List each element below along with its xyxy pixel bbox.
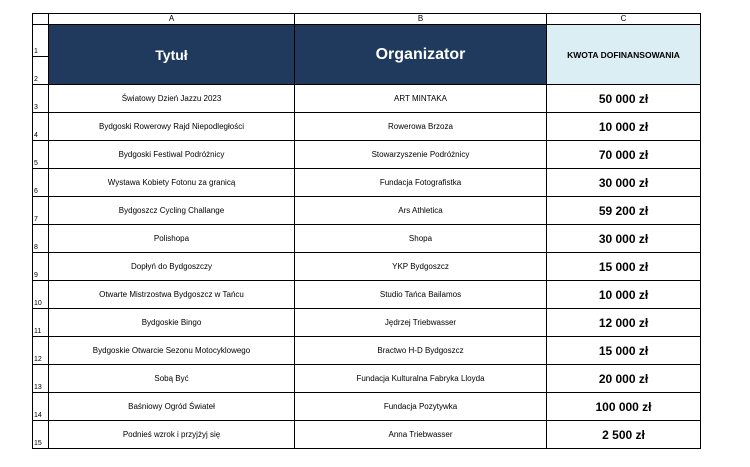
table-row bbox=[33, 393, 701, 421]
amount-cell[interactable]: 10 000 zł bbox=[547, 281, 701, 309]
organizer-cell[interactable]: ART MINTAKA bbox=[295, 85, 547, 113]
amount-cell[interactable]: 10 000 zł bbox=[547, 113, 701, 141]
row-number[interactable]: 3 bbox=[33, 85, 49, 113]
amount-cell[interactable]: 15 000 zł bbox=[547, 337, 701, 365]
title-cell[interactable]: Bydgoskie Otwarcie Sezonu Motocyklowego bbox=[49, 337, 295, 365]
table-row bbox=[33, 253, 701, 281]
table-row bbox=[33, 141, 701, 169]
amount-cell[interactable]: 12 000 zł bbox=[547, 309, 701, 337]
funding-table bbox=[32, 13, 701, 449]
row-number[interactable]: 6 bbox=[33, 169, 49, 197]
row-number[interactable]: 11 bbox=[33, 309, 49, 337]
title-cell[interactable]: Dopłyń do Bydgoszczy bbox=[49, 253, 295, 281]
title-cell[interactable]: Podnieś wzrok i przyjżyj się bbox=[49, 421, 295, 449]
organizer-cell[interactable]: YKP Bydgoszcz bbox=[295, 253, 547, 281]
title-cell[interactable]: Sobą Być bbox=[49, 365, 295, 393]
amount-cell[interactable]: 100 000 zł bbox=[547, 393, 701, 421]
row-number[interactable]: 2 bbox=[33, 57, 49, 85]
amount-cell[interactable]: 50 000 zł bbox=[547, 85, 701, 113]
organizer-cell[interactable]: Stowarzyszenie Podróżnicy bbox=[295, 141, 547, 169]
row-number[interactable]: 15 bbox=[33, 421, 49, 449]
amount-cell[interactable]: 30 000 zł bbox=[547, 225, 701, 253]
table-row bbox=[33, 225, 701, 253]
header-row bbox=[33, 25, 701, 57]
row-number[interactable]: 9 bbox=[33, 253, 49, 281]
title-cell[interactable]: Baśniowy Ogród Świateł bbox=[49, 393, 295, 421]
title-cell[interactable]: Otwarte Mistrzostwa Bydgoszcz w Tańcu bbox=[49, 281, 295, 309]
table-row bbox=[33, 281, 701, 309]
amount-cell[interactable]: 20 000 zł bbox=[547, 365, 701, 393]
organizer-cell[interactable]: Fundacja Fotografistka bbox=[295, 169, 547, 197]
amount-cell[interactable]: 70 000 zł bbox=[547, 141, 701, 169]
organizer-cell[interactable]: Fundacja Kulturalna Fabryka Lloyda bbox=[295, 365, 547, 393]
organizer-cell[interactable]: Shopa bbox=[295, 225, 547, 253]
header-amount-cell[interactable]: KWOTA DOFINANSOWANIA bbox=[547, 25, 701, 85]
amount-cell[interactable]: 30 000 zł bbox=[547, 169, 701, 197]
title-cell[interactable]: Bydgoski Rowerowy Rajd Niepodległości bbox=[49, 113, 295, 141]
column-header-row bbox=[33, 14, 701, 25]
row-number[interactable]: 1 bbox=[33, 25, 49, 57]
row-number[interactable]: 5 bbox=[33, 141, 49, 169]
column-header-b[interactable]: B bbox=[295, 14, 547, 25]
organizer-cell[interactable]: Anna Triebwasser bbox=[295, 421, 547, 449]
title-cell[interactable]: Wystawa Kobiety Fotonu za granicą bbox=[49, 169, 295, 197]
row-number[interactable]: 12 bbox=[33, 337, 49, 365]
amount-cell[interactable]: 59 200 zł bbox=[547, 197, 701, 225]
title-cell[interactable]: Światowy Dzień Jazzu 2023 bbox=[49, 85, 295, 113]
row-number[interactable]: 4 bbox=[33, 113, 49, 141]
column-header-a[interactable]: A bbox=[49, 14, 295, 25]
row-number[interactable]: 10 bbox=[33, 281, 49, 309]
header-title-cell[interactable]: Tytuł bbox=[49, 25, 295, 85]
title-cell[interactable]: Bydgoski Festiwal Podróżnicy bbox=[49, 141, 295, 169]
row-number[interactable]: 14 bbox=[33, 393, 49, 421]
table-row bbox=[33, 197, 701, 225]
organizer-cell[interactable]: Studio Tańca Bailamos bbox=[295, 281, 547, 309]
row-number[interactable]: 8 bbox=[33, 225, 49, 253]
table-row bbox=[33, 85, 701, 113]
corner-cell[interactable] bbox=[33, 14, 49, 25]
table-row bbox=[33, 169, 701, 197]
organizer-cell[interactable]: Fundacja Pozytywka bbox=[295, 393, 547, 421]
row-number[interactable]: 13 bbox=[33, 365, 49, 393]
spreadsheet bbox=[32, 13, 701, 449]
table-row bbox=[33, 113, 701, 141]
organizer-cell[interactable]: Jędrzej Triebwasser bbox=[295, 309, 547, 337]
title-cell[interactable]: Polishopa bbox=[49, 225, 295, 253]
title-cell[interactable]: Bydgoszcz Cycling Challange bbox=[49, 197, 295, 225]
table-row bbox=[33, 365, 701, 393]
table-row bbox=[33, 421, 701, 449]
organizer-cell[interactable]: Ars Athletica bbox=[295, 197, 547, 225]
organizer-cell[interactable]: Bractwo H-D Bydgoszcz bbox=[295, 337, 547, 365]
title-cell[interactable]: Bydgoskie Bingo bbox=[49, 309, 295, 337]
table-row bbox=[33, 309, 701, 337]
row-number[interactable]: 7 bbox=[33, 197, 49, 225]
column-header-c[interactable]: C bbox=[547, 14, 701, 25]
header-organizer-cell[interactable]: Organizator bbox=[295, 25, 547, 85]
table-row bbox=[33, 337, 701, 365]
amount-cell[interactable]: 15 000 zł bbox=[547, 253, 701, 281]
amount-cell[interactable]: 2 500 zł bbox=[547, 421, 701, 449]
organizer-cell[interactable]: Rowerowa Brzoza bbox=[295, 113, 547, 141]
